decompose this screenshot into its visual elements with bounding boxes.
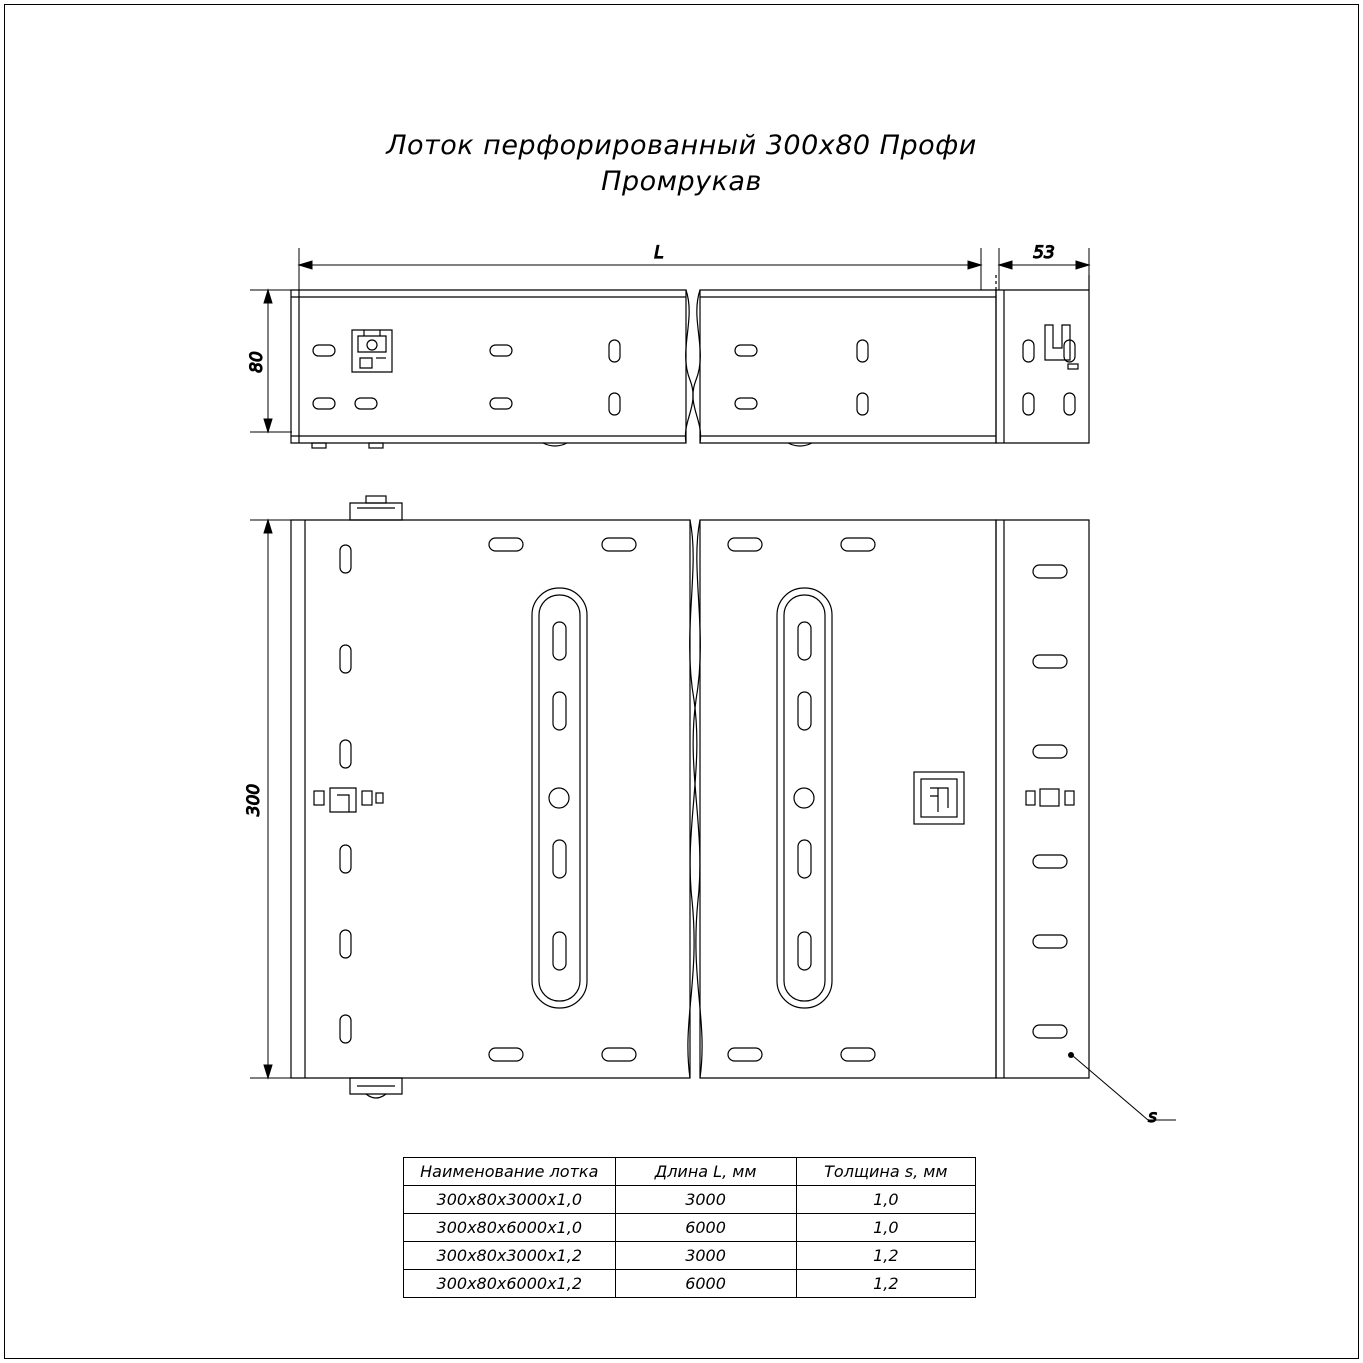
table-header-thickness: Толщина s, мм [796, 1158, 975, 1186]
table-row [404, 1186, 976, 1214]
drawing-title-line2: Промрукав [601, 166, 762, 197]
table-row [404, 1214, 976, 1242]
cell-thickness: 1,0 [796, 1214, 975, 1242]
plan-perforations-rows [489, 538, 875, 1061]
flange-keyhole [1045, 325, 1078, 369]
table-row [404, 1242, 976, 1270]
cell-length: 6000 [615, 1270, 796, 1298]
cell-name: 300х80х3000х1,0 [404, 1186, 616, 1214]
specification-table [403, 1157, 976, 1298]
side-view-bottom-tabs [312, 443, 812, 448]
cell-name: 300х80х6000х1,0 [404, 1214, 616, 1242]
plan-marking-left [314, 788, 383, 812]
label-width: 300 [244, 783, 264, 817]
table-header-row [404, 1158, 976, 1186]
dimension-length [299, 248, 981, 290]
cell-length: 3000 [615, 1242, 796, 1270]
cell-name: 300х80х6000х1,2 [404, 1270, 616, 1298]
label-thickness: s [1148, 1107, 1157, 1127]
cell-name: 300х80х3000х1,2 [404, 1242, 616, 1270]
plan-center-panel-right [777, 588, 832, 1008]
plan-flange-perforations [1026, 565, 1074, 1038]
table-row [404, 1270, 976, 1298]
table-header-name: Наименование лотка [404, 1158, 616, 1186]
cell-length: 3000 [615, 1186, 796, 1214]
label-flange-width: 53 [1033, 243, 1055, 263]
label-length: L [654, 243, 664, 263]
cell-thickness: 1,2 [796, 1242, 975, 1270]
leader-thickness [1068, 1052, 1176, 1120]
logo-mark [914, 772, 964, 824]
side-view-connector [352, 330, 392, 372]
plan-perforations-left [340, 545, 351, 1043]
cell-length: 6000 [615, 1214, 796, 1242]
table-header-length: Длина L, мм [615, 1158, 796, 1186]
cell-thickness: 1,2 [796, 1270, 975, 1298]
drawing-title-line1: Лоток перфорированный 300x80 Профи [386, 130, 977, 161]
plan-center-panel-left [532, 588, 587, 1008]
cell-thickness: 1,0 [796, 1186, 975, 1214]
label-height: 80 [247, 351, 267, 373]
